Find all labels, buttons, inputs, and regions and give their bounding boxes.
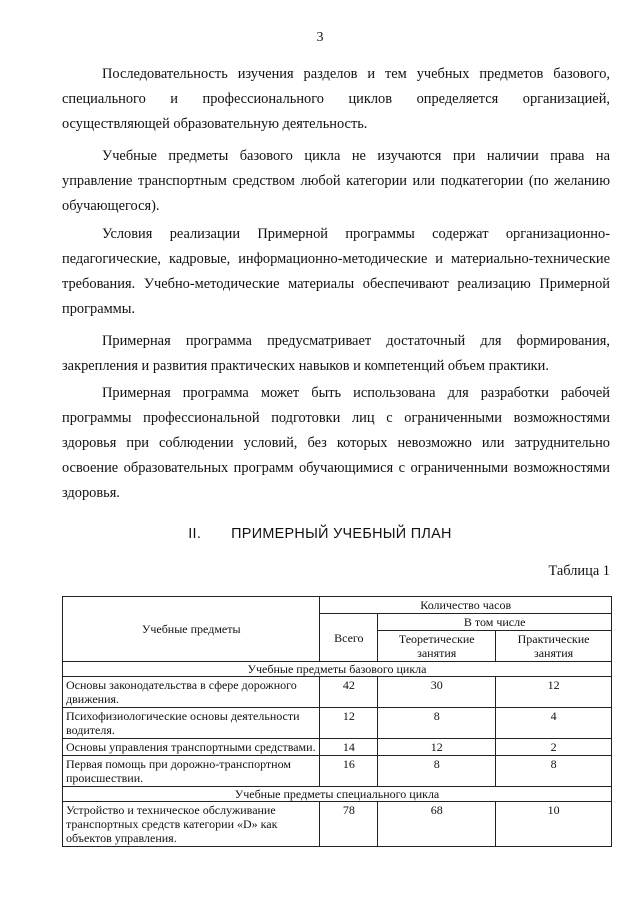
cell-subject: Основы управления транспортными средствами. [63, 739, 320, 756]
header-theory: Теоретические занятия [378, 631, 496, 662]
header-hours: Количество часов [320, 597, 612, 614]
cell-total: 14 [320, 739, 378, 756]
page-number: 3 [316, 30, 324, 45]
paragraph-4: Примерная программа предусматривает достаточный для формирования, закрепления и развития практических навыков и компетенций объем практики. [62, 333, 610, 374]
table-row [63, 802, 612, 847]
group-title-special: Учебные предметы специального цикла [63, 787, 612, 802]
paragraph-5: Примерная программа может быть использована для разработки рабочей программы профессиональной подготовки лиц с ограниченными возможностями здоровья при соблюдении условий, без которых невозможно или затруднительно освоение образовательных программ обучающимися с ограниченными возможностями здоровья. [62, 385, 610, 501]
section-title: ПРИМЕРНЫЙ УЧЕБНЫЙ ПЛАН [231, 526, 452, 542]
cell-total: 78 [320, 802, 378, 847]
cell-theory: 12 [378, 739, 496, 756]
cell-theory: 8 [378, 708, 496, 739]
group-title-basic: Учебные предметы базового цикла [63, 662, 612, 677]
cell-theory: 8 [378, 756, 496, 787]
section-heading [0, 526, 640, 542]
paragraph-3: Условия реализации Примерной программы содержат организационно-педагогические, кадровые, информационно-методические и материально-технические требования. Учебно-методические материалы обеспечивают реализацию Примерной программы. [62, 226, 610, 317]
table-caption: Таблица 1 [548, 563, 610, 579]
cell-theory: 68 [378, 802, 496, 847]
header-including: В том числе [378, 614, 612, 631]
paragraph-1: Последовательность изучения разделов и тем учебных предметов базового, специального и профессионального циклов определяется организацией, осуществляющей образовательную деятельность. [62, 66, 610, 132]
cell-total: 12 [320, 708, 378, 739]
cell-practice: 2 [496, 739, 612, 756]
table-row [63, 756, 612, 787]
table-row [63, 708, 612, 739]
cell-total: 16 [320, 756, 378, 787]
cell-practice: 4 [496, 708, 612, 739]
cell-subject: Психофизиологические основы деятельности водителя. [63, 708, 320, 739]
cell-subject: Основы законодательства в сфере дорожного движения. [63, 677, 320, 708]
header-subjects: Учебные предметы [63, 597, 320, 662]
cell-practice: 10 [496, 802, 612, 847]
cell-subject: Первая помощь при дорожно-транспортном происшествии. [63, 756, 320, 787]
section-number: II. [188, 526, 202, 542]
cell-total: 42 [320, 677, 378, 708]
table-row [63, 677, 612, 708]
cell-practice: 8 [496, 756, 612, 787]
curriculum-table [62, 596, 612, 847]
paragraph-2: Учебные предметы базового цикла не изучаются при наличии права на управление транспортным средством любой категории или подкатегории (по желанию обучающегося). [62, 148, 610, 214]
cell-subject: Устройство и техническое обслуживание транспортных средств категории «D» как объектов управления. [63, 802, 320, 847]
cell-practice: 12 [496, 677, 612, 708]
header-practice: Практические занятия [496, 631, 612, 662]
cell-theory: 30 [378, 677, 496, 708]
header-total: Всего [320, 614, 378, 662]
table-row [63, 739, 612, 756]
